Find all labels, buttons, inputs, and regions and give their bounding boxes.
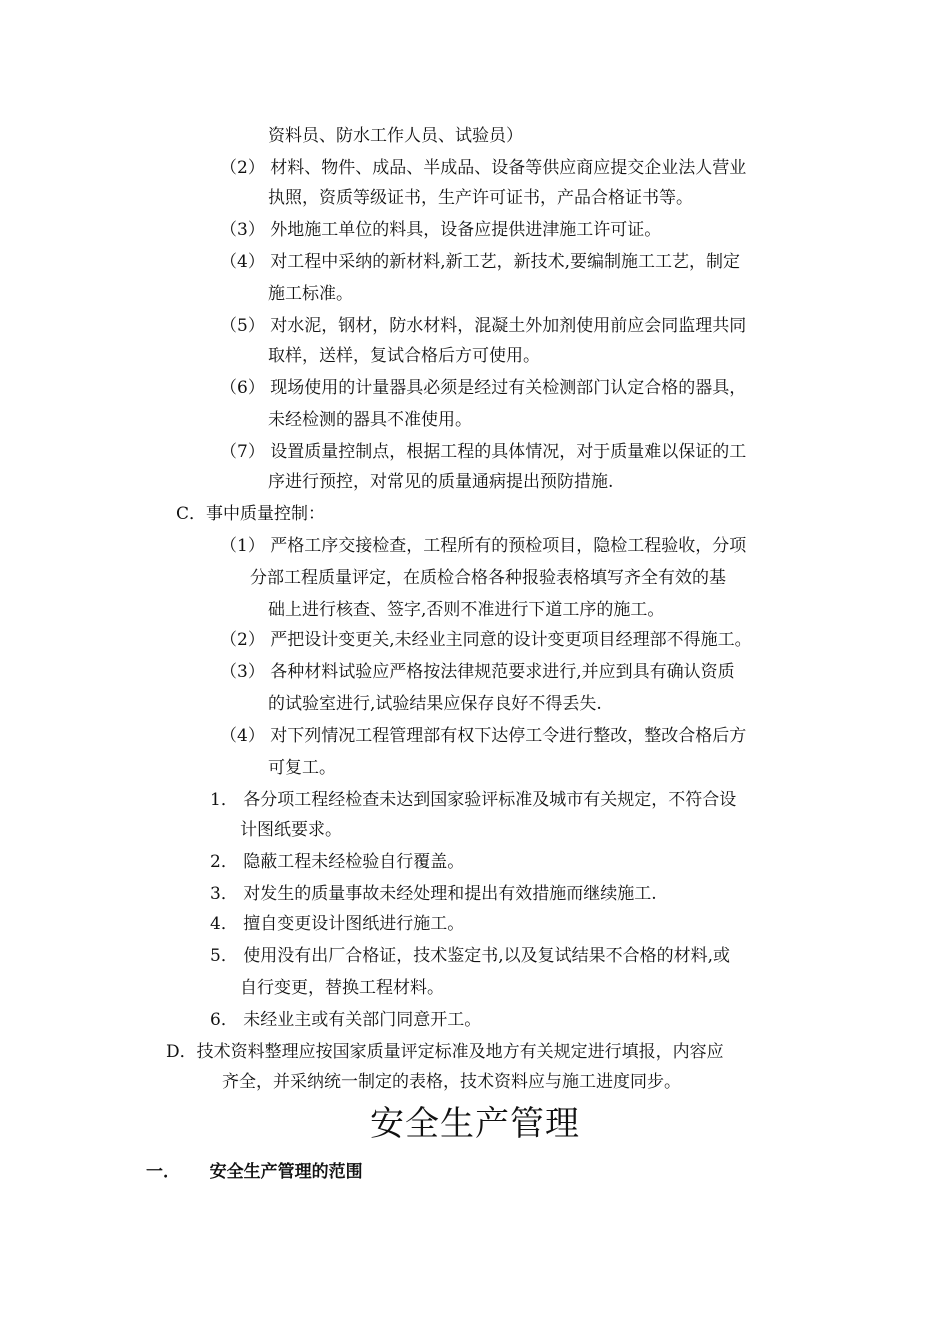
section-heading: 一． 安全生产管理的范围 — [146, 1162, 363, 1182]
body-line: 序进行预控，对常见的质量通病提出预防措施. — [268, 472, 614, 492]
section-label-c: C．事中质量控制： — [176, 504, 326, 524]
body-line: 资料员、防水工作人员、试验员） — [268, 126, 523, 146]
body-line: 础上进行核查、签字,否则不准进行下道工序的施工。 — [268, 600, 665, 620]
body-line: （2） 严把设计变更关,未经业主同意的设计变更项目经理部不得施工。 — [220, 630, 752, 650]
body-line: （7） 设置质量控制点，根据工程的具体情况，对于质量难以保证的工 — [220, 442, 747, 462]
body-line: （5） 对水泥，钢材，防水材料，混凝土外加剂使用前应会同监理共同 — [220, 316, 747, 336]
numbered-item: 1． 各分项工程经检查未达到国家验评标准及城市有关规定，不符合设 — [210, 790, 737, 810]
numbered-item-cont: 自行变更，替换工程材料。 — [240, 978, 444, 998]
body-line: 可复工。 — [268, 758, 336, 778]
numbered-item: 6． 未经业主或有关部门同意开工。 — [210, 1010, 482, 1030]
numbered-item-cont: 计图纸要求。 — [240, 820, 342, 840]
numbered-item: 5． 使用没有出厂合格证，技术鉴定书,以及复试结果不合格的材料,或 — [210, 946, 731, 966]
body-line: 齐全，并采纳统一制定的表格，技术资料应与施工进度同步。 — [222, 1072, 681, 1092]
numbered-item: 4． 擅自变更设计图纸进行施工。 — [210, 914, 465, 934]
body-line: （2） 材料、物件、成品、半成品、设备等供应商应提交企业法人营业 — [220, 158, 747, 178]
body-line: （4） 对工程中采纳的新材料,新工艺，新技术,要编制施工工艺，制定 — [220, 252, 741, 272]
body-line: （4） 对下列情况工程管理部有权下达停工令进行整改，整改合格后方 — [220, 726, 747, 746]
body-line: 未经检测的器具不准使用。 — [268, 410, 472, 430]
numbered-item: 2． 隐蔽工程未经检验自行覆盖。 — [210, 852, 465, 872]
body-line: 取样，送样，复试合格后方可使用。 — [268, 346, 540, 366]
body-line: （3） 外地施工单位的料具，设备应提供进津施工许可证。 — [220, 220, 662, 240]
body-line: （6） 现场使用的计量器具必须是经过有关检测部门认定合格的器具， — [220, 378, 747, 398]
section-title: 安全生产管理 — [370, 1104, 580, 1144]
body-line: 施工标准。 — [268, 284, 353, 304]
numbered-item: 3． 对发生的质量事故未经处理和提出有效措施而继续施工. — [210, 884, 657, 904]
body-line: 分部工程质量评定，在质检合格各种报验表格填写齐全有效的基 — [250, 568, 726, 588]
section-label-d: D．技术资料整理应按国家质量评定标准及地方有关规定进行填报，内容应 — [166, 1042, 724, 1062]
body-line: （1） 严格工序交接检查，工程所有的预检项目，隐检工程验收，分项 — [220, 536, 747, 556]
body-line: 的试验室进行,试验结果应保存良好不得丢失. — [268, 694, 602, 714]
body-line: 执照，资质等级证书，生产许可证书，产品合格证书等。 — [268, 188, 693, 208]
body-line: （3） 各种材料试验应严格按法律规范要求进行,并应到具有确认资质 — [220, 662, 735, 682]
